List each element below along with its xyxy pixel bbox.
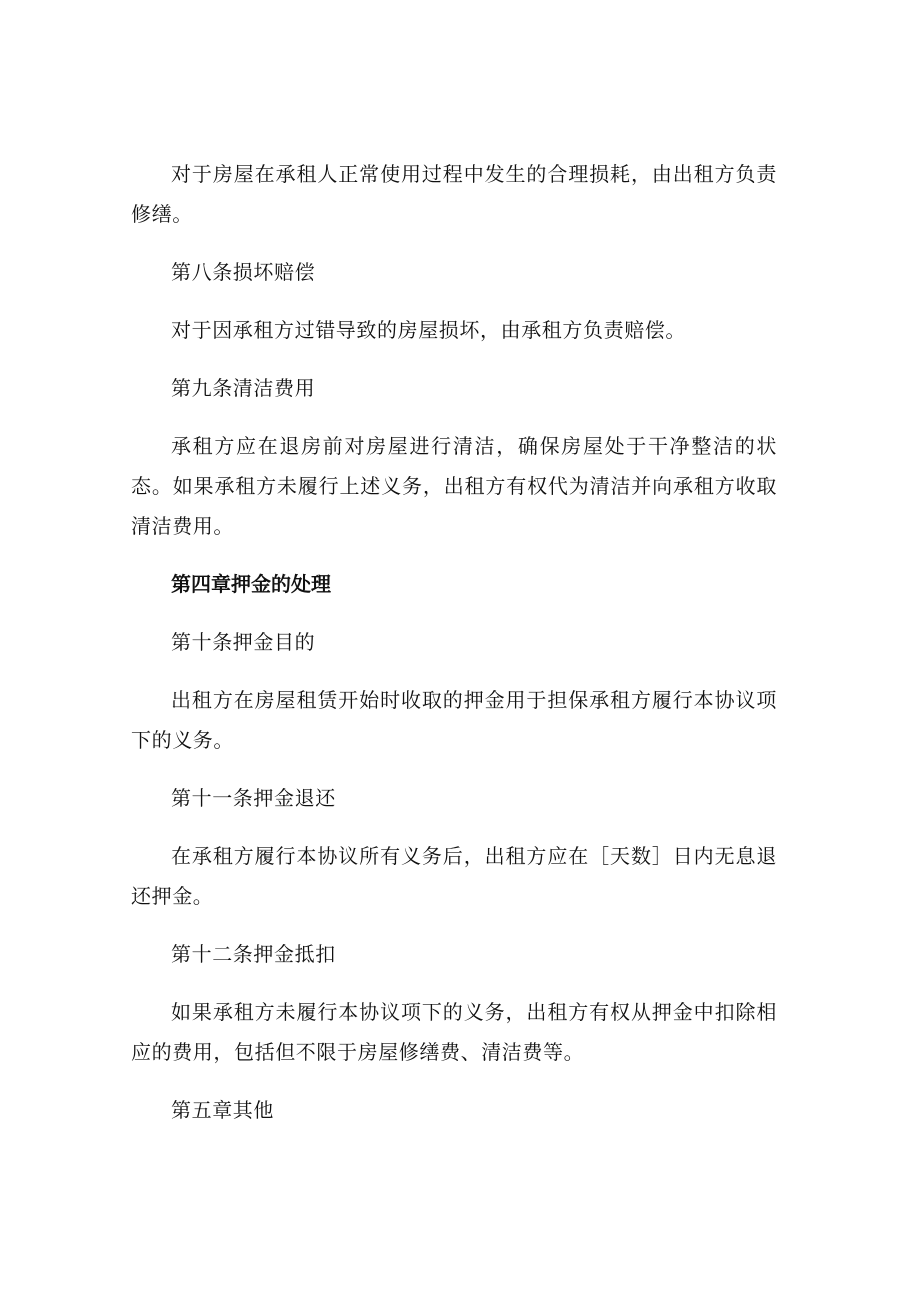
document-body — [131, 154, 777, 1148]
paragraph-deposit-purpose: 出租方在房屋租赁开始时收取的押金用于担保承租方履行本协议项下的义务。 — [131, 688, 777, 752]
paragraph-deposit-deduction: 如果承租方未履行本协议项下的义务，出租方有权从押金中扣除相应的费用，包括但不限于房屋修缮费、清洁费等。 — [131, 1000, 777, 1064]
chapter-5-heading: 第五章其他 — [171, 1098, 274, 1122]
paragraph-damage-compensation: 对于因承租方过错导致的房屋损坏，由承租方负责赔偿。 — [171, 318, 686, 342]
article-9-heading: 第九条清洁费用 — [171, 376, 316, 400]
chapter-4-title: 第四章押金的处理 — [171, 572, 331, 596]
paragraph-reasonable-wear: 对于房屋在承租人正常使用过程中发生的合理损耗，由出租方负责修缮。 — [131, 162, 777, 226]
article-12-heading: 第十二条押金抵扣 — [171, 942, 336, 966]
paragraph-cleaning-fee: 承租方应在退房前对房屋进行清洁，确保房屋处于干净整洁的状态。如果承租方未履行上述义务，出租方有权代为清洁并向承租方收取清洁费用。 — [131, 434, 777, 538]
article-11-heading: 第十一条押金退还 — [171, 786, 336, 810]
article-10-heading: 第十条押金目的 — [171, 630, 316, 654]
article-8-heading: 第八条损坏赔偿 — [171, 260, 316, 284]
chapter-4-heading — [131, 564, 777, 604]
paragraph-deposit-refund: 在承租方履行本协议所有义务后，出租方应在［天数］日内无息退还押金。 — [131, 844, 777, 908]
